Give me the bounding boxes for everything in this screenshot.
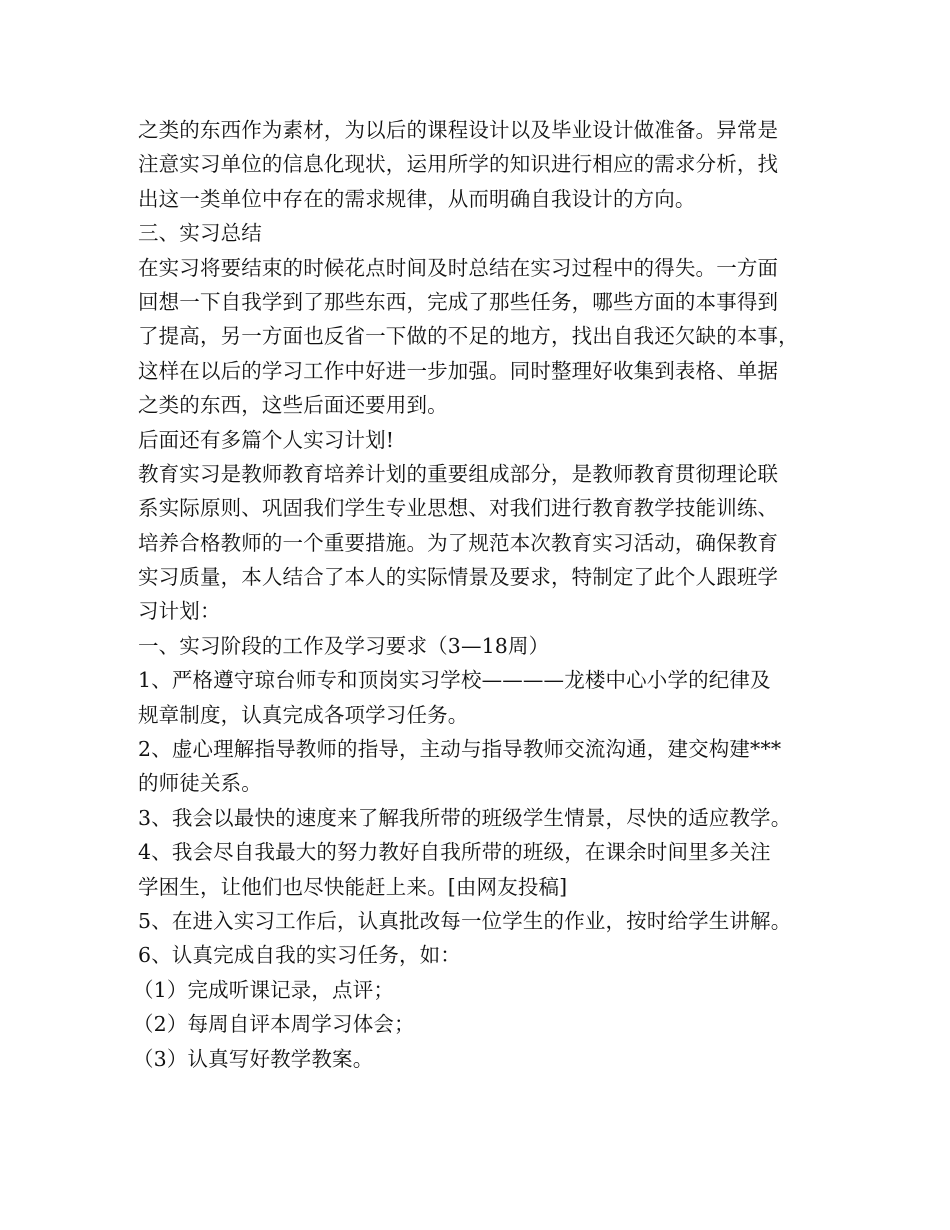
text-line: 在实习将要结束的时候花点时间及时总结在实习过程中的得失。一方面 <box>138 255 779 280</box>
section-heading: 一、实习阶段的工作及学习要求（3—18周） <box>138 633 550 658</box>
text-line: 后面还有多篇个人实习计划! <box>138 427 395 452</box>
text-line: 了提高，另一方面也反省一下做的不足的地方，找出自我还欠缺的本事， <box>138 324 799 349</box>
text-line: 之类的东西，这些后面还要用到。 <box>138 393 448 418</box>
section-heading: 三、实习总结 <box>138 221 262 246</box>
list-item: 6、认真完成自我的实习任务，如： <box>138 943 461 968</box>
list-item: 1、严格遵守琼台师专和顶岗实习学校————龙楼中心小学的纪律及 <box>138 668 771 693</box>
text-line: 规章制度，认真完成各项学习任务。 <box>138 702 469 727</box>
sub-list-item: （2）每周自评本周学习体会； <box>133 1012 415 1037</box>
text-line: 注意实习单位的信息化现状，运用所学的知识进行相应的需求分析，找 <box>138 152 779 177</box>
text-line: 之类的东西作为素材，为以后的课程设计以及毕业设计做准备。异常是 <box>138 118 779 142</box>
text-line: 教育实习是教师教育培养计划的重要组成部分，是教师教育贯彻理论联 <box>138 461 779 486</box>
text-line: 这样在以后的学习工作中好进一步加强。同时整理好收集到表格、单据 <box>138 358 779 383</box>
text-line: 实习质量，本人结合了本人的实际情景及要求，特制定了此个人跟班学 <box>138 565 779 590</box>
list-item: 4、我会尽自我最大的努力教好自我所带的班级，在课余时间里多关注 <box>138 840 771 865</box>
list-item: 2、虚心理解指导教师的指导，主动与指导教师交流沟通，建交构建*** <box>138 737 782 762</box>
text-line: 的师徒关系。 <box>138 771 262 796</box>
text-line: 习计划： <box>138 599 221 624</box>
text-line: 系实际原则、巩固我们学生专业思想、对我们进行教育教学技能训练、 <box>138 496 779 521</box>
text-line: 学困生，让他们也尽快能赶上来。[由网友投稿] <box>138 874 568 899</box>
text-line: 出这一类单位中存在的需求规律，从而明确自我设计的方向。 <box>138 186 696 211</box>
list-item: 3、我会以最快的速度来了解我所带的班级学生情景，尽快的适应教学。 <box>138 805 792 830</box>
text-line: 回想一下自我学到了那些东西，完成了那些任务，哪些方面的本事得到 <box>138 289 779 314</box>
list-item: 5、在进入实习工作后，认真批改每一位学生的作业，按时给学生讲解。 <box>138 908 792 933</box>
sub-list-item: （3）认真写好教学教案。 <box>133 1046 374 1071</box>
sub-list-item: （1）完成听课记录，点评； <box>133 977 394 1002</box>
document-body <box>133 113 828 1076</box>
text-line: 培养合格教师的一个重要措施。为了规范本次教育实习活动，确保教育 <box>138 530 779 555</box>
